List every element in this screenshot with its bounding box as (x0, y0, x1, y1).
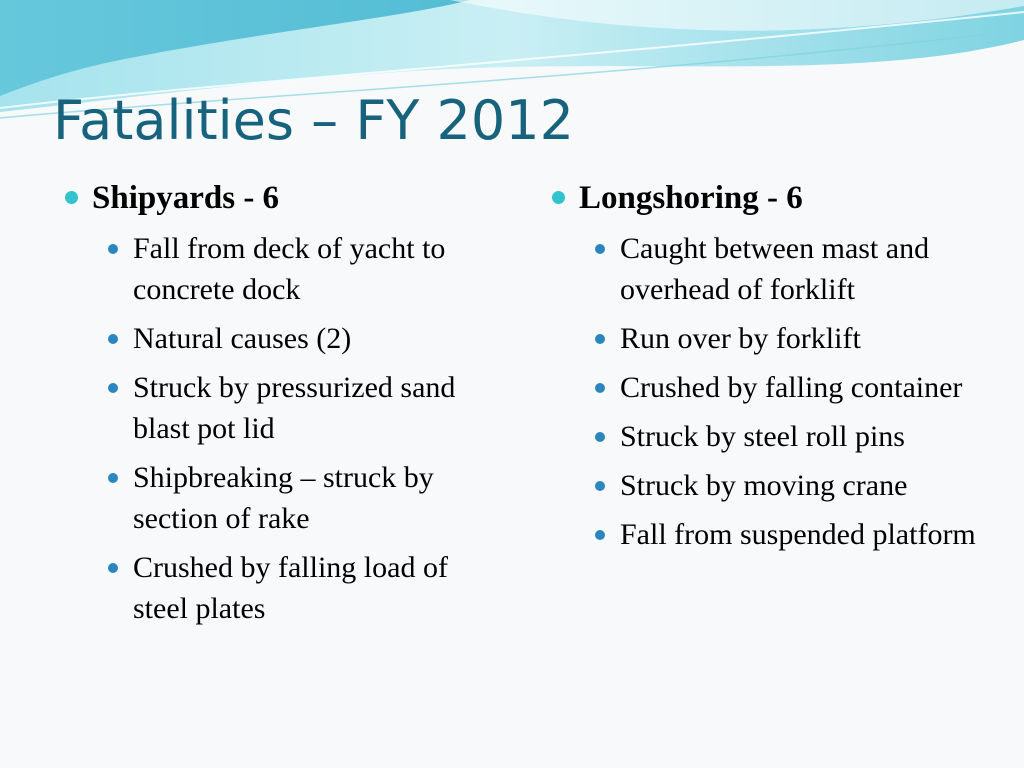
list-item (65, 228, 495, 310)
bullet-icon (552, 191, 565, 204)
bullet-icon (108, 383, 118, 393)
bullet-icon (108, 334, 118, 344)
bullet-icon (595, 432, 605, 442)
list-item-text: Run over by forklift (620, 322, 861, 355)
column-heading (552, 176, 1002, 220)
list-item-text: Struck by pressurized sand blast pot lid (133, 371, 456, 445)
list-item-text: Struck by steel roll pins (620, 420, 905, 453)
bullet-icon (595, 383, 605, 393)
bullet-list (552, 228, 1002, 555)
list-item (65, 367, 495, 449)
list-item-text: Shipbreaking – struck by section of rake (133, 461, 434, 535)
list-item-text: Fall from suspended platform (620, 518, 976, 551)
bullet-icon (595, 244, 605, 254)
list-item-text: Crushed by falling load of steel plates (133, 551, 448, 625)
list-item-text: Caught between mast and overhead of forklift (620, 232, 930, 306)
list-item (552, 465, 1002, 506)
heading-text: Shipyards - 6 (92, 180, 280, 216)
list-item-text: Fall from deck of yacht to concrete dock (133, 232, 446, 306)
list-item (552, 416, 1002, 457)
list-item (552, 318, 1002, 359)
bullet-icon (595, 481, 605, 491)
list-item-text: Crushed by falling container (620, 371, 963, 404)
list-item (552, 514, 1002, 555)
column-longshoring (552, 176, 1002, 563)
list-item (65, 318, 495, 359)
list-item (552, 367, 1002, 408)
list-item (65, 457, 495, 539)
bullet-list (65, 228, 495, 629)
bullet-icon (595, 334, 605, 344)
list-item-text: Natural causes (2) (133, 322, 352, 355)
slide-title: Fatalities – FY 2012 (53, 89, 574, 152)
bullet-icon (108, 473, 118, 483)
list-item (552, 228, 1002, 310)
bullet-icon (595, 530, 605, 540)
list-item (65, 547, 495, 629)
bullet-icon (108, 244, 118, 254)
bullet-icon (65, 191, 78, 204)
list-item-text: Struck by moving crane (620, 469, 908, 502)
column-shipyards (65, 176, 495, 637)
bullet-icon (108, 563, 118, 573)
column-heading (65, 176, 495, 220)
heading-text: Longshoring - 6 (579, 180, 803, 216)
